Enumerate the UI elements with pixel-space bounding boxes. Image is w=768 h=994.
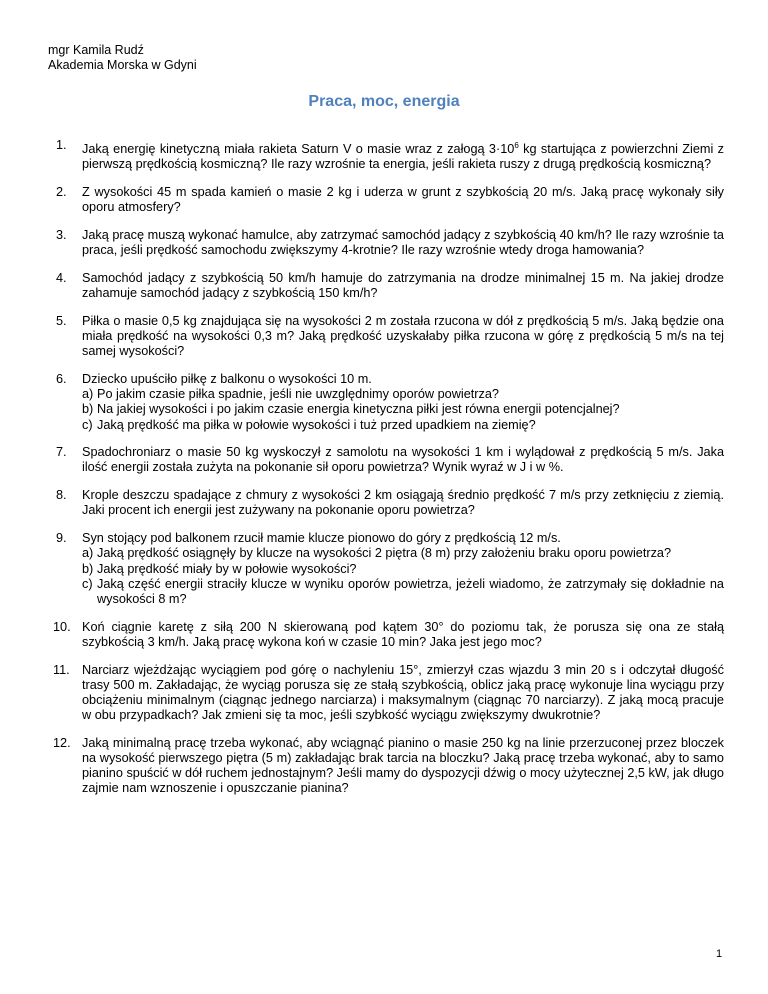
problem-item <box>56 271 724 301</box>
sub-question <box>82 418 724 433</box>
problem-item <box>53 735 724 797</box>
problem-text <box>82 736 724 797</box>
sub-question-label: b) <box>82 561 94 576</box>
problem-text-part: Syn stojący pod balkonem rzucił mamie klucze pionowo do góry z prędkością 12 m/s. <box>82 531 561 546</box>
exponent: 6 <box>514 141 519 150</box>
problem-text-part: Koń ciągnie karetę z siłą 200 N skierowaną pod kątem 30° do poziomu tak, że porusza się ona ze stałą szybkością 3 km/h. Jaką pracę wykona koń w czasie 10 min? Jaka jest jego moc? <box>82 619 724 649</box>
problem-body <box>82 271 724 301</box>
problem-body <box>82 445 724 475</box>
problem-text-part: Spadochroniarz o masie 50 kg wyskoczył z samolotu na wysokości 1 km i wylądował z prędkością 5 m/s. Jaka ilość energii została zużyta na pokonanie sił oporu powietrza? Wynik wyraź w J i w %. <box>82 445 724 475</box>
problem-text <box>82 314 724 360</box>
sub-question <box>82 402 724 417</box>
problem-number: 9. <box>56 531 67 546</box>
problem-item <box>56 138 724 173</box>
sub-question-text: Jaką część energii straciły klucze w wyniku oporów powietrza, jeżeli wiadomo, że zatrzymały się dokładnie na wysokości 8 m? <box>97 576 724 606</box>
problem-body <box>82 372 724 433</box>
sub-question <box>82 562 724 577</box>
problem-number: 10. <box>53 619 71 634</box>
problem-text <box>82 372 724 387</box>
sub-question-text: Jaką prędkość miały by w połowie wysokości? <box>97 561 357 576</box>
problem-text-part: Jaką minimalną pracę trzeba wykonać, aby wciągnąć pianino o masie 250 kg na linie przerzuconej przez bloczek na wysokość pierwszego piętra (5 m) zakładając brak tarcia na bloczku? Jaką pracę trzeba wykonać, aby to samo pianino spuścić w dół ruchem jednostajnym? Jeśli mamy do dyspozycji dźwig o mocy użytecznej 2,5 kW, jak długo zajmie nam wznoszenie i opuszczanie pianina? <box>82 735 724 796</box>
problem-body <box>82 531 724 607</box>
author-name: mgr Kamila Rudź <box>48 43 144 57</box>
document-header <box>48 43 197 73</box>
problem-number: 3. <box>56 228 67 243</box>
problem-item <box>53 662 724 724</box>
problem-body <box>82 228 724 258</box>
problem-item <box>56 314 724 360</box>
problem-body <box>82 488 724 518</box>
institution-name: Akademia Morska w Gdyni <box>48 58 197 72</box>
problem-item <box>56 445 724 475</box>
page-title: Praca, moc, energia <box>308 93 460 110</box>
problem-body <box>82 620 724 650</box>
sub-question-text: Jaką prędkość ma piłka w połowie wysokości i tuż przed upadkiem na ziemię? <box>97 417 536 432</box>
problem-number: 4. <box>56 270 67 285</box>
sub-question-label: c) <box>82 576 93 591</box>
problem-item <box>56 488 724 518</box>
problem-text <box>82 488 724 518</box>
sub-question-label: b) <box>82 402 94 417</box>
problem-text-part: kg startująca z powierzchni Ziemi z pierwszą prędkością kosmiczną? Ile razy wzrośnie ta energia, jeśli rakieta ruszy z drugą prędkością kosmiczną? <box>82 142 724 172</box>
problem-number: 7. <box>56 445 67 460</box>
problem-body <box>82 736 724 797</box>
problem-number: 1. <box>56 138 67 152</box>
problem-text-part: Z wysokości 45 m spada kamień o masie 2 kg i uderza w grunt z szybkością 20 m/s. Jaką pracę wykonały siły oporu atmosfery? <box>82 185 724 215</box>
problem-text <box>82 531 724 546</box>
problem-item <box>56 228 724 258</box>
problem-number: 8. <box>56 488 67 503</box>
problem-item <box>53 619 724 650</box>
problem-number: 6. <box>56 371 67 386</box>
problem-number: 5. <box>56 313 67 328</box>
problem-text <box>82 185 724 215</box>
problem-text-part: Samochód jadący z szybkością 50 km/h hamuje do zatrzymania na drodze minimalnej 15 m. Na jakiej drodze zahamuje samochód jadący z szybkością 150 km/h? <box>82 270 724 301</box>
problem-item <box>56 185 724 215</box>
problem-text-part: Krople deszczu spadające z chmury z wysokości 2 km osiągają średnio prędkość 7 m/s przy zetknięciu z ziemią. Jaki procent ich energii jest zużywany na pokonanie oporu powietrza? <box>82 488 724 518</box>
problem-text-part: Piłka o masie 0,5 kg znajdująca się na wysokości 2 m została rzucona w dół z prędkością 5 m/s. Jaką będzie ona miała prędkość na wysokości 0,3 m? Jaką prędkość uzyskałaby piłka rzucona w górę z prędkością 5 m/s na tej samej wysokości? <box>82 313 724 359</box>
sub-question-text: Po jakim czasie piłka spadnie, jeśli nie uwzględnimy oporów powietrza? <box>97 387 499 402</box>
sub-question-text: Jaką prędkość osiągnęły by klucze na wysokości 2 piętra (8 m) przy założeniu braku oporu powietrza? <box>97 546 672 561</box>
sub-question <box>82 546 724 561</box>
problem-number: 11. <box>53 662 70 677</box>
sub-question <box>82 387 724 402</box>
sub-question-label: a) <box>82 387 94 402</box>
problem-text-part: Dziecko upuściło piłkę z balkonu o wysokości 10 m. <box>82 371 372 386</box>
problem-text <box>82 663 724 724</box>
problem-body <box>82 138 724 173</box>
sub-question-label: c) <box>82 417 93 432</box>
problem-body <box>82 663 724 724</box>
problem-number: 12. <box>53 735 71 750</box>
problem-text <box>82 138 724 173</box>
problem-text <box>82 620 724 650</box>
problem-text <box>82 228 724 258</box>
problem-body <box>82 185 724 215</box>
sub-question <box>82 577 724 607</box>
problem-number: 2. <box>56 185 67 200</box>
problem-text <box>82 445 724 475</box>
problem-text-part: Jaką pracę muszą wykonać hamulce, aby zatrzymać samochód jadący z szybkością 40 km/h? Ile razy wzrośnie ta praca, jeśli prędkość samochodu zwiększymy 4-krotnie? Ile razy wzrośnie wtedy droga hamowania? <box>82 228 724 258</box>
sub-question-label: a) <box>82 546 94 561</box>
problem-item <box>56 372 724 433</box>
problem-list <box>53 138 724 809</box>
problem-item <box>56 531 724 607</box>
problem-text-part: Jaką energię kinetyczną miała rakieta Saturn V o masie wraz z załogą 3·10 <box>82 142 515 157</box>
page-number: 1 <box>716 948 723 960</box>
problem-body <box>82 314 724 360</box>
sub-question-text: Na jakiej wysokości i po jakim czasie energia kinetyczna piłki jest równa energii potencjalnej? <box>97 402 620 417</box>
problem-text <box>82 271 724 301</box>
problem-text-part: Narciarz wjeżdżając wyciągiem pod górę o nachyleniu 15°, zmierzył czas wjazdu 3 min 20 s i odczytał długość trasy 500 m. Zakładając, że wyciąg porusza się ze stałą szybkością, oblicz jaką pracę wykonuje lina wyciągu przy obciążeniu minimalnym (ciągnąc jednego narciarza) i maksymalnym (ciągnąc 70 narciarzy). Z jaką mocą pracuje w obu przypadkach? Jak zmieni się ta moc, jeśli szybkość wyciągu zwiększymy dwukrotnie? <box>82 662 724 723</box>
